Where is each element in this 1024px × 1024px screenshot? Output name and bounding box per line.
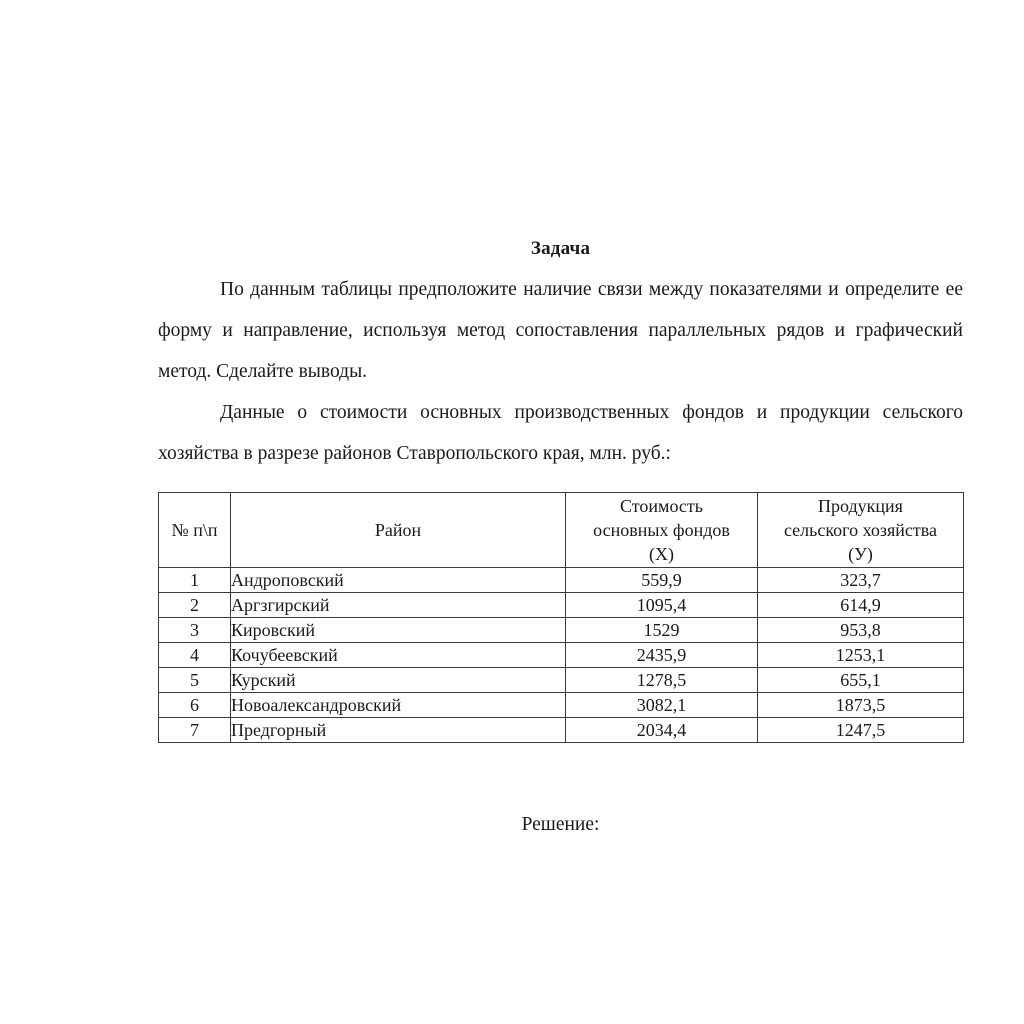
cell-fixed-assets: 2435,9 (566, 643, 758, 668)
table-body (159, 568, 964, 743)
column-header-number (159, 493, 231, 568)
table-header-row (159, 493, 964, 568)
data-table (158, 492, 964, 743)
cell-number: 2 (159, 593, 231, 618)
cell-fixed-assets: 2034,4 (566, 718, 758, 743)
cell-fixed-assets: 1529 (566, 618, 758, 643)
document-body (158, 228, 963, 743)
table-row (159, 568, 964, 593)
solution-heading: Решение: (521, 814, 600, 835)
table-row (159, 643, 964, 668)
column-header-fixed-assets (566, 493, 758, 568)
column-header-fixed-assets-line-2: основных фондов (593, 520, 730, 540)
table-row (159, 693, 964, 718)
cell-fixed-assets: 559,9 (566, 568, 758, 593)
column-header-agricultural-output-line-2: сельского хозяйства (783, 520, 938, 540)
column-header-fixed-assets-line-3: (Х) (649, 544, 674, 564)
cell-agricultural-output: 1253,1 (758, 643, 964, 668)
paragraph-task-statement: По данным таблицы предположите наличие связи между показателями и определите ее форму и направление, используя метод сопоставления параллельных рядов и графический метод. Сделайте выводы. (158, 279, 963, 382)
column-header-district (231, 493, 566, 568)
cell-agricultural-output: 614,9 (758, 593, 964, 618)
cell-agricultural-output: 655,1 (758, 668, 964, 693)
column-header-agricultural-output-line-1: Продукция (818, 496, 903, 516)
page-title: Задача (530, 238, 591, 259)
cell-number: 1 (159, 568, 231, 593)
table-row (159, 618, 964, 643)
cell-agricultural-output: 953,8 (758, 618, 964, 643)
column-header-number-line-1: № п\п (171, 520, 218, 540)
table-row (159, 668, 964, 693)
cell-number: 6 (159, 693, 231, 718)
cell-district: Кировский (231, 618, 566, 643)
table-row (159, 718, 964, 743)
column-header-fixed-assets-line-1: Стоимость (620, 496, 703, 516)
data-table-wrapper (158, 492, 963, 743)
cell-number: 4 (159, 643, 231, 668)
cell-fixed-assets: 3082,1 (566, 693, 758, 718)
column-header-agricultural-output-line-3: (У) (848, 544, 873, 564)
table-head (159, 493, 964, 568)
column-header-district-line-1: Район (374, 520, 422, 540)
cell-number: 7 (159, 718, 231, 743)
cell-district: Аргзгирский (231, 593, 566, 618)
cell-district: Курский (231, 668, 566, 693)
table-row (159, 593, 964, 618)
cell-fixed-assets: 1095,4 (566, 593, 758, 618)
cell-number: 3 (159, 618, 231, 643)
cell-district: Новоалександровский (231, 693, 566, 718)
cell-district: Андроповский (231, 568, 566, 593)
cell-district: Предгорный (231, 718, 566, 743)
cell-fixed-assets: 1278,5 (566, 668, 758, 693)
paragraph-data-description: Данные о стоимости основных производственных фондов и продукции сельского хозяйства в разрезе районов Ставропольского края, млн. руб.: (158, 402, 963, 464)
cell-agricultural-output: 323,7 (758, 568, 964, 593)
cell-agricultural-output: 1873,5 (758, 693, 964, 718)
column-header-agricultural-output (758, 493, 964, 568)
cell-district: Кочубеевский (231, 643, 566, 668)
cell-number: 5 (159, 668, 231, 693)
cell-agricultural-output: 1247,5 (758, 718, 964, 743)
